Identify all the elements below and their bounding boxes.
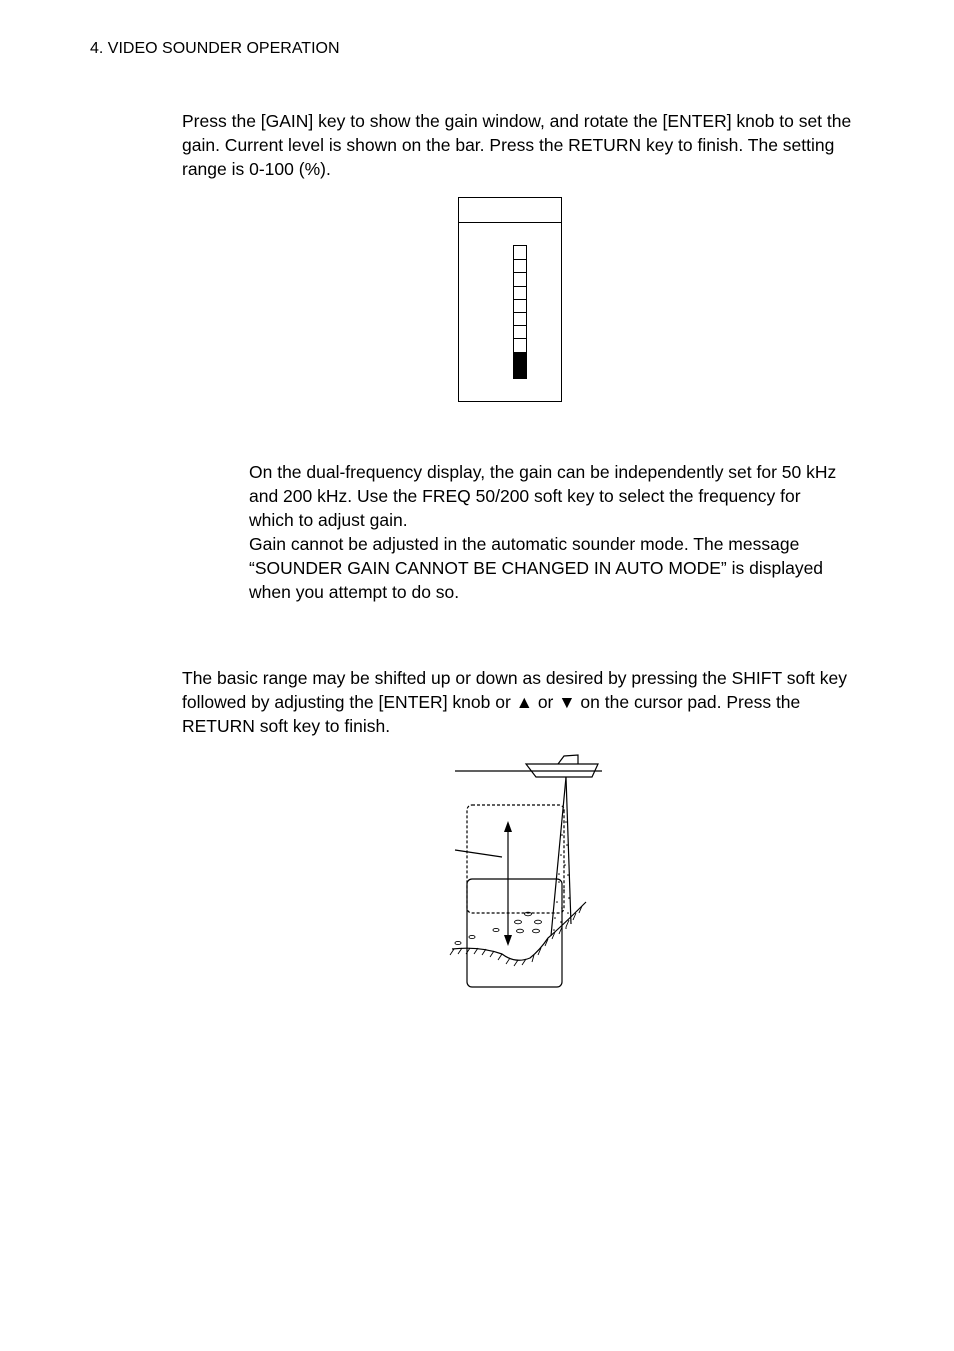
gain-bar-segment-divider <box>514 312 526 313</box>
page-header: 4. VIDEO SOUNDER OPERATION <box>90 40 340 57</box>
fish-school-icons <box>455 912 542 944</box>
sea-bottom-line <box>452 902 586 960</box>
note-auto-mode: Gain cannot be adjusted in the automatic sounder mode. The message “SOUNDER GAIN CANNOT BE CHANGED IN AUTO MODE” is displayed when you attempt to do so. <box>249 534 824 602</box>
gain-bar-segment-divider <box>514 365 526 366</box>
boat-cabin <box>558 755 578 764</box>
range-shift-illustration <box>440 750 610 995</box>
shift-paragraph: The basic range may be shifted up or down as desired by pressing the SHIFT soft key followed by adjusting the [ENTER] knob or ▲ or ▼ on the cursor pad. Press the RETURN soft key to finish. <box>182 668 848 736</box>
gain-window-title-bar <box>459 198 561 223</box>
shifted-range-box <box>467 805 564 913</box>
beam-right-edge <box>566 777 571 924</box>
gain-bar-segment-divider <box>514 272 526 273</box>
basic-range-box <box>467 879 562 987</box>
label-leader-line <box>455 850 502 857</box>
gain-paragraph: Press the [GAIN] key to show the gain window, and rotate the [ENTER] knob to set the gain. Current level is shown on the bar. Press the RETURN key to finish. The setting range is 0-100 (%). <box>182 111 852 179</box>
gain-level-bar <box>513 245 527 379</box>
gain-bar-segment-divider <box>514 352 526 353</box>
gain-bar-segment-divider <box>514 338 526 339</box>
gain-window <box>458 197 562 402</box>
gain-bar-segment-divider <box>514 299 526 300</box>
gain-bar-segment-divider <box>514 259 526 260</box>
note-dual-frequency: On the dual-frequency display, the gain can be independently set for 50 kHz and 200 kHz. Use the FREQ 50/200 soft key to select the frequency for which to adjust gain. <box>249 462 837 530</box>
notes-block <box>249 460 849 604</box>
gain-bar-segment-divider <box>514 325 526 326</box>
gain-bar-segment-divider <box>514 286 526 287</box>
